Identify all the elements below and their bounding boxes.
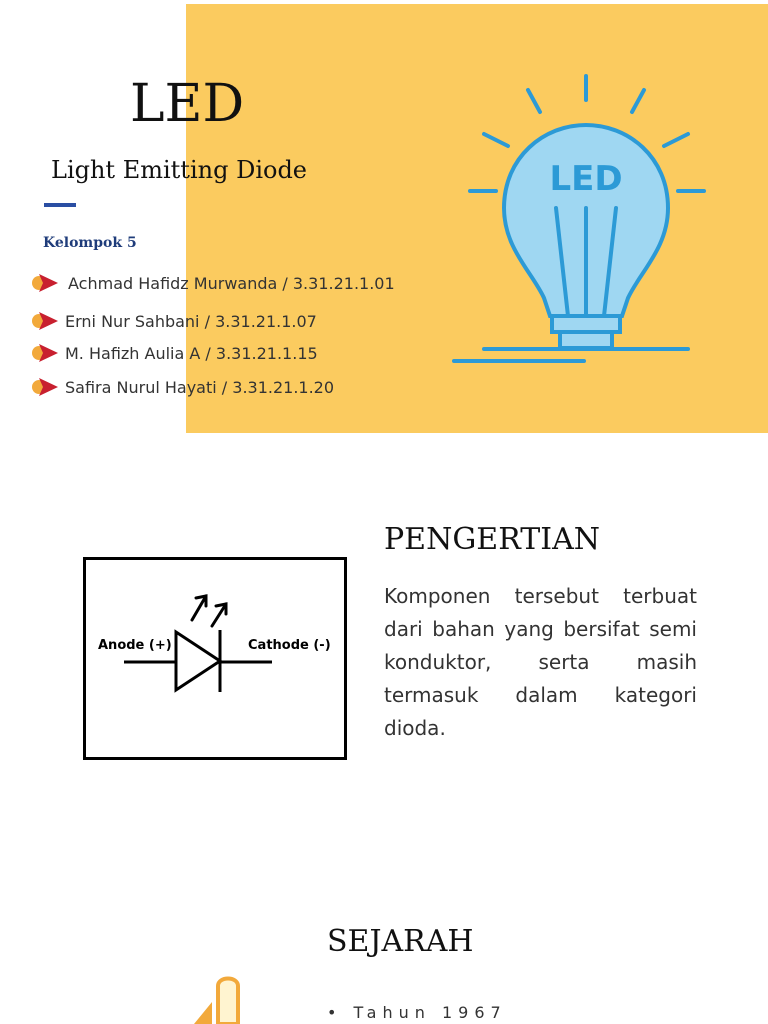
section-title-sejarah: SEJARAH: [327, 924, 474, 959]
member-item: [30, 311, 317, 331]
accent-divider: [44, 203, 76, 207]
title-slide: [0, 0, 768, 434]
slide-title: LED: [130, 74, 245, 134]
section-title-pengertian: PENGERTIAN: [384, 522, 601, 557]
member-name: Erni Nur Sahbani / 3.31.21.1.07: [65, 311, 317, 331]
diode-symbol-icon: [86, 560, 344, 757]
member-item: [30, 273, 395, 293]
member-name: Achmad Hafidz Murwanda / 3.31.21.1.01: [68, 273, 395, 293]
arrow-bullet-icon: [30, 311, 60, 331]
arrow-bullet-icon: [30, 343, 60, 363]
arrow-bullet-icon: [30, 377, 60, 397]
member-name: Safira Nurul Hayati / 3.31.21.1.20: [65, 377, 335, 397]
bulb-label: LED: [549, 159, 623, 199]
member-item: [30, 377, 334, 397]
led-symbol-diagram: [83, 557, 347, 760]
sejarah-list-item: • Tahun 1967: [327, 1003, 507, 1022]
group-label: Kelompok 5: [43, 235, 137, 251]
pengertian-paragraph: Komponen tersebut terbuat dari bahan yang bersifat semi konduktor, serta masih termasuk dalam kategori dioda.: [384, 584, 697, 740]
slide-subtitle: Light Emitting Diode: [51, 156, 308, 184]
arrow-bullet-icon: [30, 273, 60, 293]
led-bulb-icon: [448, 70, 710, 370]
cathode-label: Cathode (-): [248, 638, 331, 653]
anode-label: Anode (+): [98, 638, 172, 653]
member-item: [30, 343, 318, 363]
bulb-partial-icon: [190, 968, 250, 1024]
member-name: M. Hafizh Aulia A / 3.31.21.1.15: [65, 343, 318, 363]
